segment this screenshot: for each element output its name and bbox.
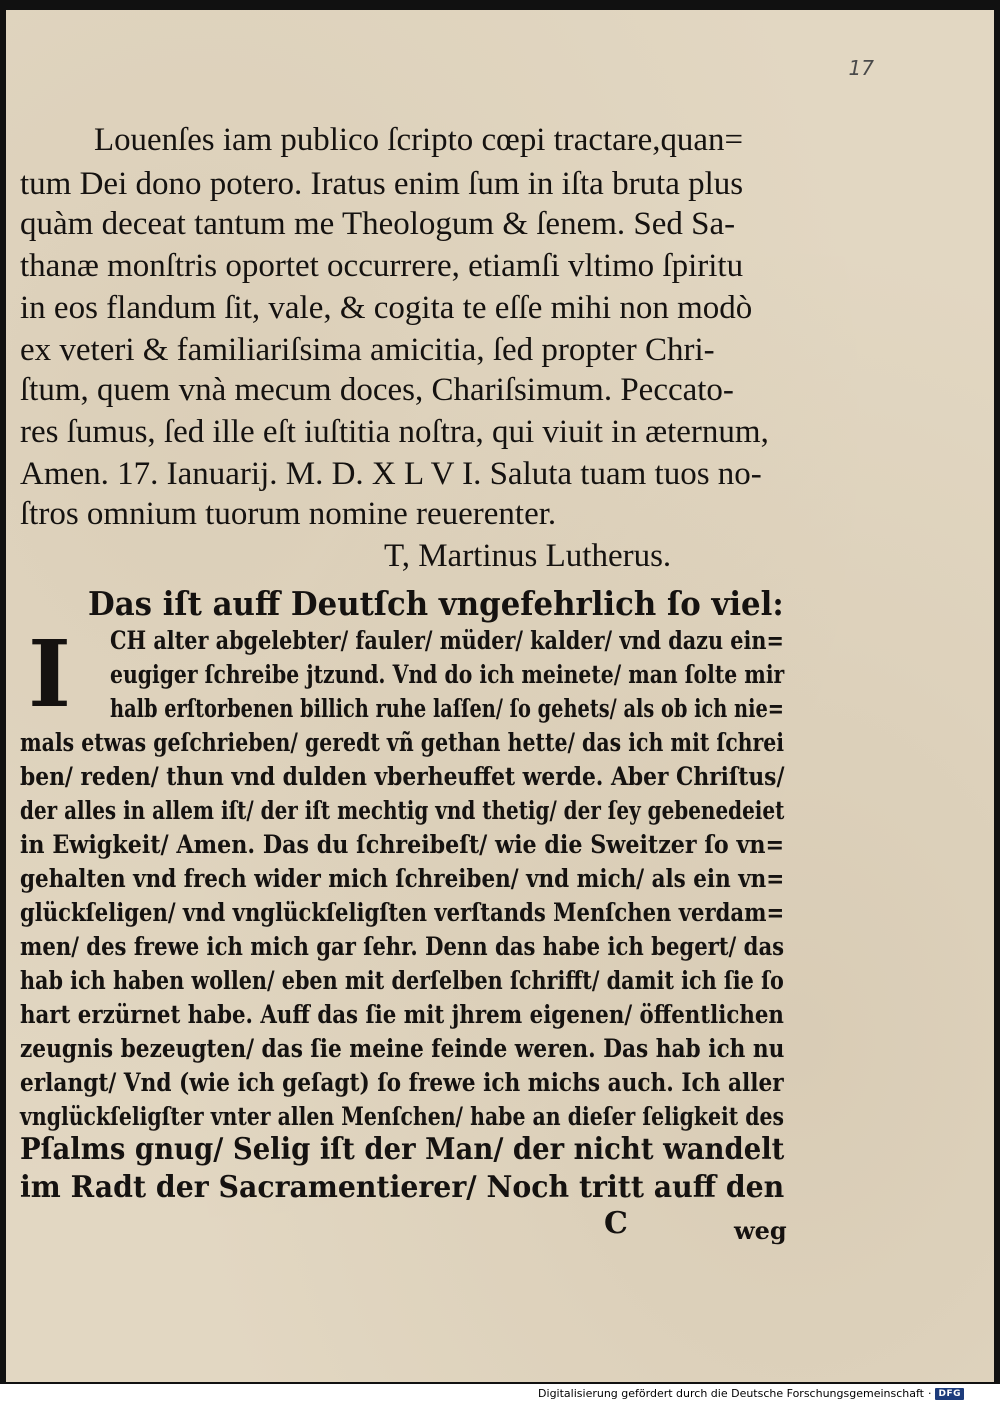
german-line-6: der alles in allem iſt/ der iſt mechtig vnd thetig/ der ſey gebenedeiet — [20, 796, 785, 825]
signature-mark: C — [604, 1206, 628, 1241]
german-line-17: im Radt der Sacramentierer/ Noch tritt auff den — [20, 1170, 785, 1205]
german-line-13: zeugnis bezeugten/ das ſie meine feinde weren. Das hab ich nu — [20, 1034, 785, 1063]
latin-line-8: res ſumus, ſed ille eſt iuſtitia noſtra, qui viuit in æternum, — [20, 414, 769, 450]
german-line-3: halb erſtorbenen billich ruhe laſſen/ ſo gehets/ als ob ich nie= — [110, 694, 784, 723]
german-line-12: hart erzürnet habe. Auff das ſie mit jhrem eigenen/ öffentlichen — [20, 1000, 784, 1029]
latin-line-4: thanæ monſtris oportet occurrere, etiamſi vltimo ſpiritu — [20, 248, 744, 284]
latin-line-9: Amen. 17. Ianuarij. M. D. X L V I. Saluta tuam tuos no- — [20, 456, 762, 492]
catchword: weg — [734, 1216, 787, 1245]
latin-line-1: Louenſes iam publico ſcripto cœpi tractare,quan= — [94, 122, 744, 158]
page-paper — [6, 10, 994, 1382]
dfg-logo-icon: DFG — [935, 1388, 964, 1400]
german-line-11: hab ich haben wollen/ eben mit derſelben ſchrifft/ damit ich ſie ſo — [20, 966, 784, 995]
german-line-2: eugiger ſchreibe jtzund. Vnd do ich meinete/ man ſolte mir — [110, 660, 785, 689]
german-line-8: gehalten vnd frech wider mich ſchreiben/ vnd mich/ als ein vn= — [20, 864, 785, 893]
signature: T, Martinus Lutherus. — [384, 538, 672, 574]
latin-line-7: ſtum, quem vnà mecum doces, Chariſsimum. Peccato- — [20, 372, 734, 408]
latin-line-3: quàm deceat tantum me Theologum & ſenem. Sed Sa- — [20, 206, 736, 242]
german-line-5: ben/ reden/ thun vnd dulden vberheuffet werde. Aber Chriſtus/ — [20, 762, 785, 791]
footer-text: Digitalisierung gefördert durch die Deutsche Forschungsgemeinschaft — [538, 1387, 924, 1400]
latin-line-5: in eos flandum ſit, vale, & cogita te eſſe mihi non modò — [20, 290, 753, 326]
german-line-7: in Ewigkeit/ Amen. Das du ſchreibeſt/ wie die Sweitzer ſo vn= — [20, 830, 785, 859]
latin-line-2: tum Dei dono potero. Iratus enim ſum in iſta bruta plus — [20, 166, 744, 202]
latin-line-6: ex veteri & familiariſsima amicitia, ſed propter Chri- — [20, 332, 715, 368]
german-line-4: mals etwas geſchrieben/ geredt vñ gethan hette/ das ich mit ſchrei — [20, 728, 785, 757]
page-number: 17 — [848, 56, 874, 80]
german-line-15: vnglückſeligſter vnter allen Menſchen/ habe an dieſer ſeligkeit des — [20, 1102, 784, 1131]
german-line-14: erlangt/ Vnd (wie ich geſagt) ſo frewe ich michs auch. Ich aller — [20, 1068, 784, 1097]
initial-letter: I — [28, 620, 72, 728]
latin-line-10: ſtros omnium tuorum nomine reuerenter. — [20, 496, 557, 532]
german-line-10: men/ des frewe ich mich gar ſehr. Denn das habe ich begert/ das — [20, 932, 785, 961]
german-line-16: Pſalms gnug/ Selig iſt der Man/ der nicht wandelt — [20, 1132, 785, 1167]
footer-credit — [538, 1387, 964, 1400]
german-line-1: CH alter abgelebter/ fauler/ müder/ kalder/ vnd dazu ein= — [110, 626, 784, 655]
german-line-9: glückſeligen/ vnd vnglückſeligſten verſtands Menſchen verdam= — [20, 898, 785, 927]
german-heading: Das iſt auff Deutſch vngefehrlich ſo viel: — [88, 584, 784, 623]
footer-separator: · — [927, 1387, 932, 1400]
